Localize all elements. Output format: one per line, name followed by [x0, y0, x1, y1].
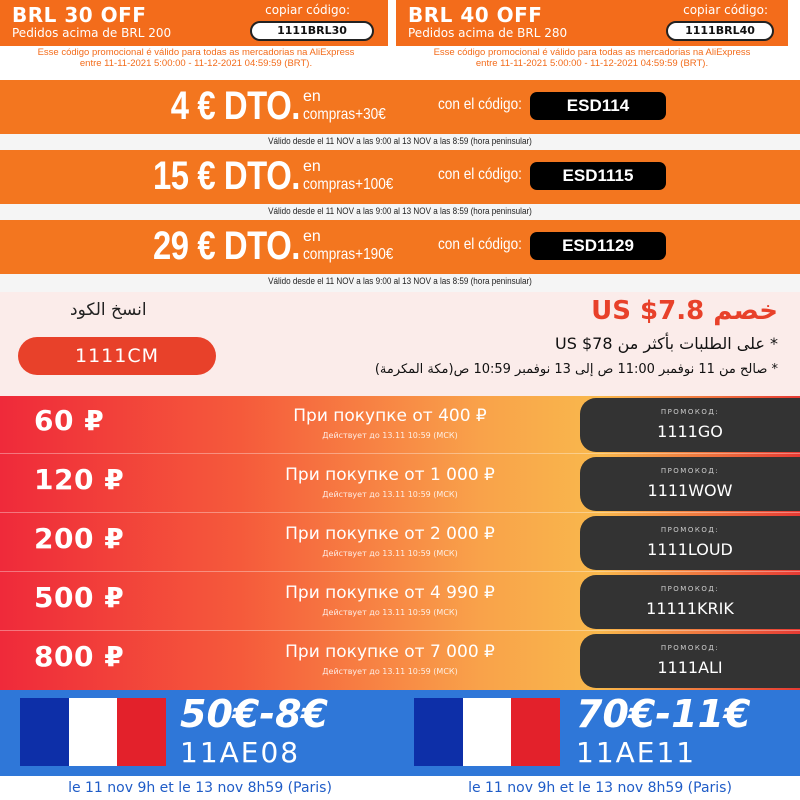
- brl-coupons: [0, 0, 800, 80]
- brl-coupon-note: [2, 47, 390, 69]
- es-min-purchase: compras+190€: [303, 246, 394, 263]
- es-discount-amount: 15 € DTO.: [152, 154, 300, 198]
- fr-discount-price: 50€-8€: [180, 692, 328, 736]
- brl-copy-label: copiar código:: [265, 3, 350, 17]
- es-promo-code[interactable]: ESD114: [530, 92, 666, 120]
- ru-promo-label: ПРОМОКОД:: [660, 585, 720, 593]
- brl-coupon-30[interactable]: [0, 0, 388, 46]
- ru-coupon-row[interactable]: [0, 514, 800, 572]
- es-coupons: [0, 80, 800, 292]
- es-validity: Válido desde el 11 NOV a las 9:00 al 13 NOV a las 8:59 (hora peninsular): [268, 206, 532, 216]
- es-promo-code[interactable]: ESD1115: [530, 162, 666, 190]
- ru-validity: Действует до 13.11 10:59 (МСК): [322, 490, 458, 499]
- ru-coupons: [0, 396, 800, 690]
- es-coupon-row[interactable]: [0, 80, 800, 150]
- ru-promo-tab[interactable]: [580, 516, 800, 570]
- ru-coupon-row[interactable]: [0, 455, 800, 513]
- ar-discount-title: خصم US $7.8: [591, 296, 778, 326]
- es-code-label: con el código:: [438, 96, 522, 113]
- fr-discount-price: 70€-11€: [576, 692, 751, 736]
- ar-promo-code[interactable]: 1111CM: [18, 337, 216, 375]
- es-coupon-row[interactable]: [0, 220, 800, 290]
- ru-discount-amount: 120 ₽: [34, 463, 125, 496]
- ru-promo-label: ПРОМОКОД:: [660, 467, 720, 475]
- ru-discount-amount: 500 ₽: [34, 581, 125, 614]
- ru-validity: Действует до 13.11 10:59 (МСК): [322, 667, 458, 676]
- ar-copy-label: انسخ الكود: [70, 300, 147, 320]
- brl-coupon-subtitle: Pedidos acima de BRL 280: [408, 26, 568, 40]
- ru-condition: При покупке от 1 000 ₽: [285, 465, 495, 485]
- ru-promo-tab[interactable]: [580, 398, 800, 452]
- ru-validity: Действует до 13.11 10:59 (МСК): [322, 431, 458, 440]
- fr-promo-code[interactable]: 11AE11: [576, 736, 697, 769]
- ru-condition: При покупке от 4 990 ₽: [285, 583, 495, 603]
- brl-note-line: entre 11-11-2021 5:00:00 - 11-12-2021 04:59:59 (BRT).: [79, 58, 313, 69]
- fr-validity: le 11 nov 9h et le 13 nov 8h59 (Paris): [0, 776, 400, 800]
- brl-coupon-subtitle: Pedidos acima de BRL 200: [12, 26, 172, 40]
- brl-note-line: Esse código promocional é válido para todas as mercadorias na AliExpress: [433, 47, 751, 58]
- brl-coupon-note: [398, 47, 786, 69]
- es-validity: Válido desde el 11 NOV a las 9:00 al 13 NOV a las 8:59 (hora peninsular): [268, 276, 532, 286]
- fr-coupons: [0, 690, 800, 800]
- brl-promo-code[interactable]: 1111BRL30: [250, 21, 374, 41]
- es-code-label: con el código:: [438, 236, 522, 253]
- ru-promo-code[interactable]: 1111GO: [657, 422, 723, 441]
- france-flag-icon: [20, 698, 166, 766]
- ru-discount-amount: 200 ₽: [34, 522, 125, 555]
- brl-note-line: Esse código promocional é válido para todas as mercadorias na AliExpress: [37, 47, 355, 58]
- ru-coupon-row[interactable]: [0, 632, 800, 690]
- ru-coupon-row[interactable]: [0, 573, 800, 631]
- brl-coupon-40[interactable]: [396, 0, 788, 46]
- ru-promo-code[interactable]: 1111ALI: [657, 658, 723, 677]
- ru-condition: При покупке от 400 ₽: [293, 406, 487, 426]
- es-discount-amount: 4 € DTO.: [170, 84, 300, 128]
- ru-promo-tab[interactable]: [580, 634, 800, 688]
- es-validity: Válido desde el 11 NOV a las 9:00 al 13 NOV a las 8:59 (hora peninsular): [268, 136, 532, 146]
- ru-coupon-row[interactable]: [0, 396, 800, 454]
- brl-coupon-title: BRL 30 OFF: [12, 3, 147, 27]
- es-promo-code[interactable]: ESD1129: [530, 232, 666, 260]
- ru-condition: При покупке от 7 000 ₽: [285, 642, 495, 662]
- es-en-label: en: [303, 158, 321, 175]
- france-flag-icon: [414, 698, 560, 766]
- ru-promo-label: ПРОМОКОД:: [660, 408, 720, 416]
- fr-validity: le 11 nov 9h et le 13 nov 8h59 (Paris): [400, 776, 800, 800]
- ru-promo-label: ПРОМОКОД:: [660, 644, 720, 652]
- es-min-purchase: compras+30€: [303, 106, 386, 123]
- es-code-label: con el código:: [438, 166, 522, 183]
- ru-discount-amount: 800 ₽: [34, 640, 125, 673]
- ru-promo-code[interactable]: 1111LOUD: [647, 540, 733, 559]
- es-discount-amount: 29 € DTO.: [152, 224, 300, 268]
- ru-discount-amount: 60 ₽: [34, 404, 105, 437]
- ru-promo-tab[interactable]: [580, 575, 800, 629]
- brl-promo-code[interactable]: 1111BRL40: [666, 21, 774, 41]
- ar-validity: * صالح من 11 نوفمبر 11:00 ص إلى 13 نوفمبر 10:59 ص(مكة المكرمة): [374, 362, 778, 377]
- es-en-label: en: [303, 228, 321, 245]
- brl-copy-label: copiar código:: [683, 3, 768, 17]
- ru-promo-code[interactable]: 1111WOW: [647, 481, 733, 500]
- es-en-label: en: [303, 88, 321, 105]
- ru-promo-code[interactable]: 11111KRIK: [646, 599, 734, 618]
- ru-validity: Действует до 13.11 10:59 (МСК): [322, 608, 458, 617]
- brl-note-line: entre 11-11-2021 5:00:00 - 11-12-2021 04:59:59 (BRT).: [475, 58, 709, 69]
- ar-min-order: * على الطلبات بأكثر من US $78: [555, 334, 778, 353]
- ru-promo-tab[interactable]: [580, 457, 800, 511]
- es-coupon-row[interactable]: [0, 150, 800, 220]
- ru-promo-label: ПРОМОКОД:: [660, 526, 720, 534]
- fr-promo-code[interactable]: 11AE08: [180, 736, 301, 769]
- fr-coupon[interactable]: [0, 690, 400, 800]
- brl-coupon-title: BRL 40 OFF: [408, 3, 543, 27]
- es-min-purchase: compras+100€: [303, 176, 394, 193]
- ru-condition: При покупке от 2 000 ₽: [285, 524, 495, 544]
- fr-coupon[interactable]: [400, 690, 800, 800]
- ru-validity: Действует до 13.11 10:59 (МСК): [322, 549, 458, 558]
- ar-coupon: [0, 292, 800, 396]
